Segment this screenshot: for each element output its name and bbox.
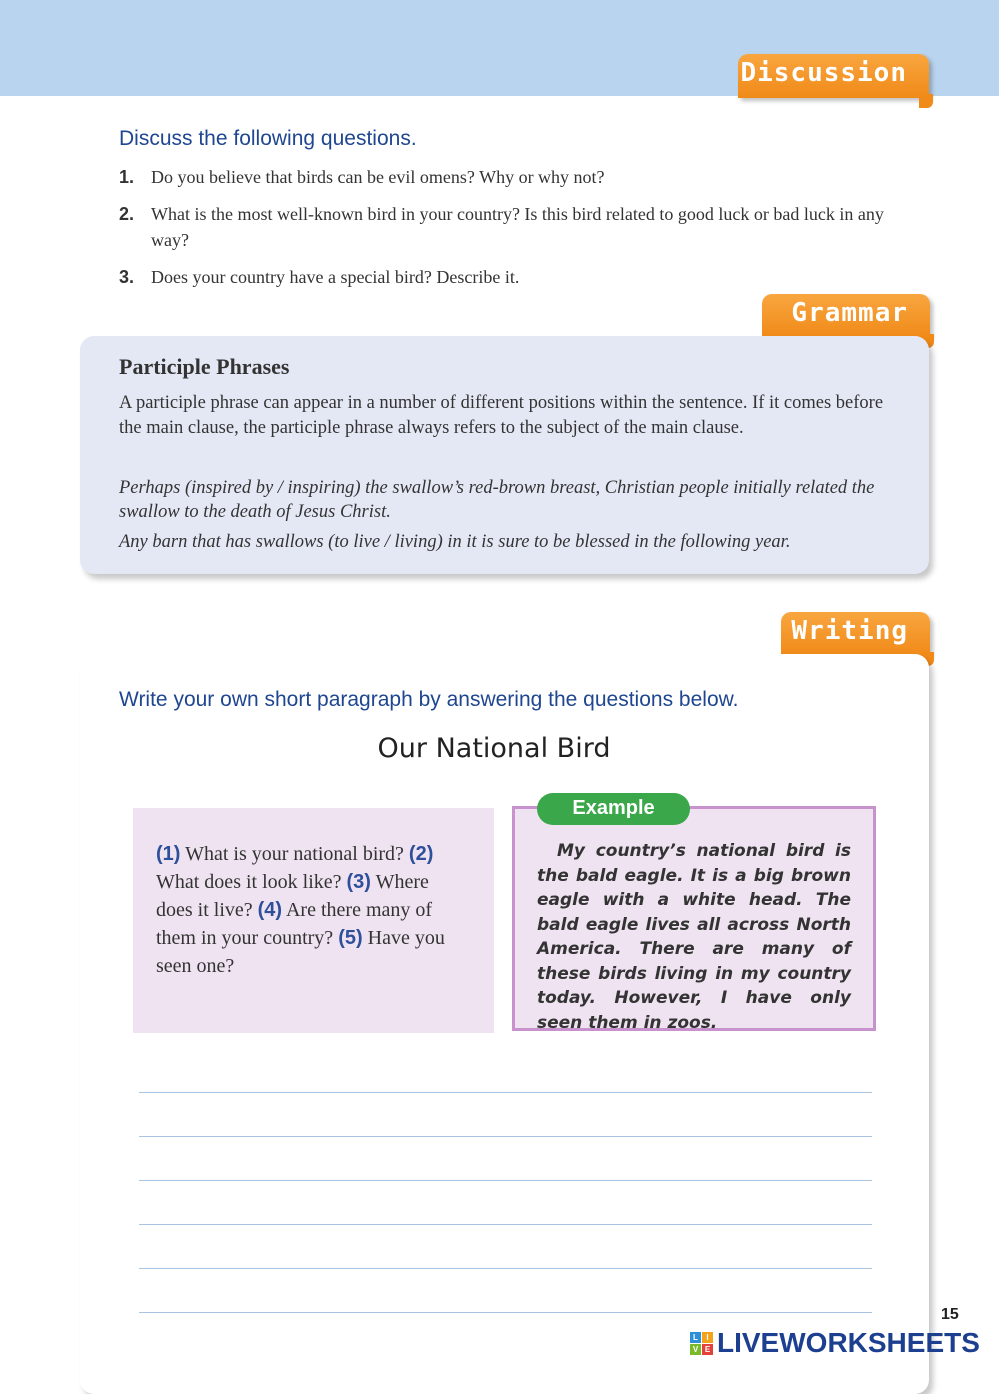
prompt-number: (2) [408,843,434,865]
writing-line[interactable] [139,1312,872,1313]
writing-line[interactable] [139,1224,872,1225]
prompt-text: Where does it live? [156,871,429,921]
prompt-text: What is your national bird? [180,843,409,865]
page-number: 15 [941,1306,959,1323]
writing-line[interactable] [139,1092,872,1093]
prompt-number: (5) [338,927,363,949]
liveworksheets-logo[interactable] [690,1328,980,1358]
writing-instruction: Write your own short paragraph by answering the questions below. [119,688,739,711]
grammar-title: Participle Phrases [119,354,290,379]
question-text: What is the most well-known bird in your country? Is this bird related to good luck or bad luck in any way? [151,204,884,250]
question-number: 3. [119,267,135,287]
writing-line[interactable] [139,1268,872,1269]
grammar-example-1[interactable]: Perhaps (inspired by / inspiring) the swallow’s red-brown breast, Christian people initially related the swallow to the death of Jesus Christ. [119,478,875,522]
logo-text: LIVEWORKSHEETS [717,1327,980,1358]
question-number: 2. [119,204,135,224]
question-text: Do you believe that birds can be evil omens? Why or why not? [151,167,605,187]
prompt-text: What does it look like? [156,871,347,893]
grammar-example-2[interactable]: Any barn that has swallows (to live / living) in it is sure to be blessed in the following year. [119,532,791,552]
discussion-instruction: Discuss the following questions. [119,127,417,150]
example-box [512,806,876,1031]
example-paragraph: My country’s national bird is the bald eagle. It is a big brown eagle with a white head. The bald eagle lives all across North America. There are many of these birds living in my country today. However, I have only seen them in zoos. [537,841,851,1033]
writing-title: Our National Bird [377,733,611,764]
example-label: Example [537,793,690,825]
tab-writing: Writing [781,612,930,656]
writing-line[interactable] [139,1136,872,1137]
question-item [119,201,919,253]
discussion-questions [119,164,919,301]
prompt-text: Have you seen one? [156,927,445,977]
tab-grammar: Grammar [762,294,930,338]
writing-line[interactable] [139,1180,872,1181]
question-item [119,264,919,290]
prompt-text: Are there many of them in your country? [156,899,433,949]
prompt-number: (4) [257,899,283,921]
tab-discussion: Discussion [738,54,929,98]
prompt-number: (1) [156,843,181,865]
prompt-number: (3) [346,871,371,893]
question-item [119,164,919,190]
prompt-questions-box [133,808,494,1033]
question-text: Does your country have a special bird? Describe it. [151,267,520,287]
grammar-explanation: A participle phrase can appear in a number of different positions within the sentence. If it comes before the main clause, the participle phrase always refers to the subject of the main clause. [119,393,884,438]
logo-grid-icon: L I V E [690,1332,713,1355]
question-number: 1. [119,167,135,187]
